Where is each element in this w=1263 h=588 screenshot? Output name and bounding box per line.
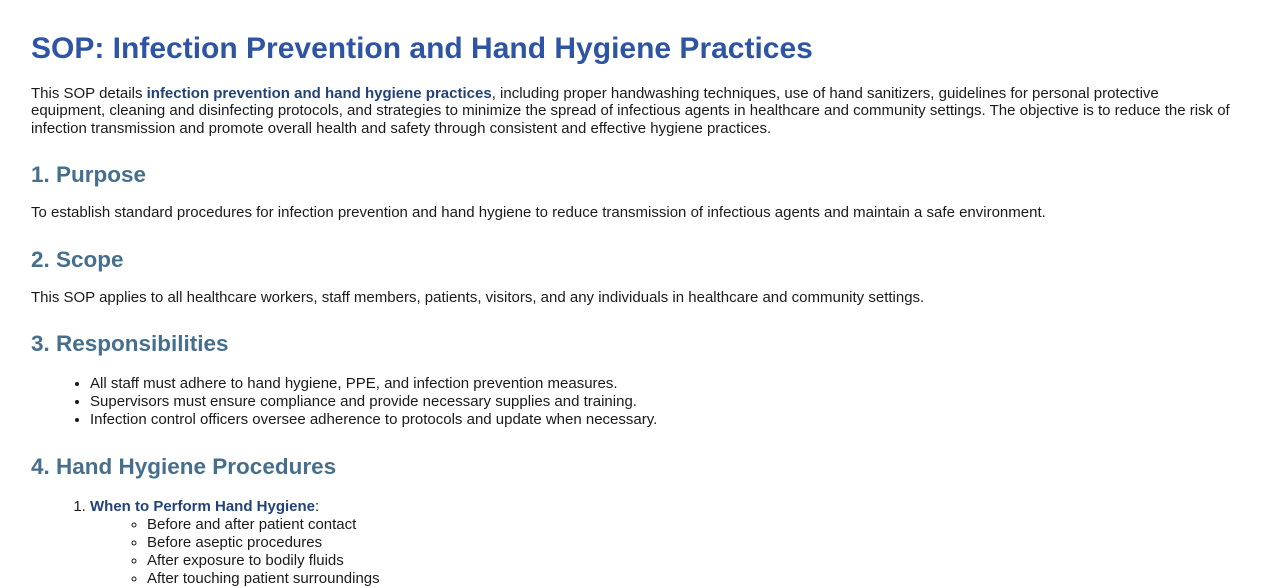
intro-paragraph	[31, 85, 1234, 138]
intro-text-after: , including proper handwashing techniques, use of hand sanitizers, guidelines for personal protective equipment, cleaning and disinfecting protocols, and strategies to minimize the spread of infectious agents in healthcare and community settings. The objective is to reduce the risk of infection transmission and promote overall health and safety through consistent and effective hygiene practices.	[31, 84, 1230, 137]
when-to-perform-sublist	[90, 516, 1234, 588]
intro-text-before: This SOP details	[31, 84, 147, 102]
section-heading-hand-hygiene-procedures: 4. Hand Hygiene Procedures	[31, 454, 337, 479]
list-item: • All staff must adhere to hand hygiene, PPE, and infection prevention measures.	[90, 375, 1234, 393]
list-item: • Supervisors must ensure compliance and provide necessary supplies and training.	[90, 393, 1234, 411]
list-item: ◦ After touching patient surroundings	[147, 570, 1234, 588]
procedure-item-title: When to Perform Hand Hygiene	[90, 498, 316, 515]
section-heading-purpose: 1. Purpose	[31, 162, 147, 187]
list-item: ◦ Before and after patient contact	[147, 516, 1234, 534]
section-body-scope: This SOP applies to all healthcare workers, staff members, patients, visitors, and any individuals in healthcare and community settings.	[31, 288, 925, 306]
hand-hygiene-procedures-list	[31, 498, 1234, 588]
intro-bold-phrase: infection prevention and hand hygiene practices	[146, 84, 492, 102]
procedure-item-suffix: :	[315, 498, 320, 515]
section-body-purpose: To establish standard procedures for infection prevention and hand hygiene to reduce transmission of infectious agents and maintain a safe environment.	[31, 204, 1046, 221]
list-item	[90, 498, 1234, 588]
list-item: ◦ After exposure to bodily fluids	[147, 552, 1234, 570]
list-item: • Infection control officers oversee adherence to protocols and update when necessary.	[90, 411, 1234, 429]
sop-document	[31, 32, 1234, 588]
responsibilities-list	[31, 375, 1234, 429]
list-item: ◦ Before aseptic procedures	[147, 534, 1234, 552]
section-heading-scope: 2. Scope	[31, 246, 124, 272]
page-title: SOP: Infection Prevention and Hand Hygiene Practices	[31, 32, 813, 65]
section-heading-responsibilities: 3. Responsibilities	[31, 331, 229, 356]
